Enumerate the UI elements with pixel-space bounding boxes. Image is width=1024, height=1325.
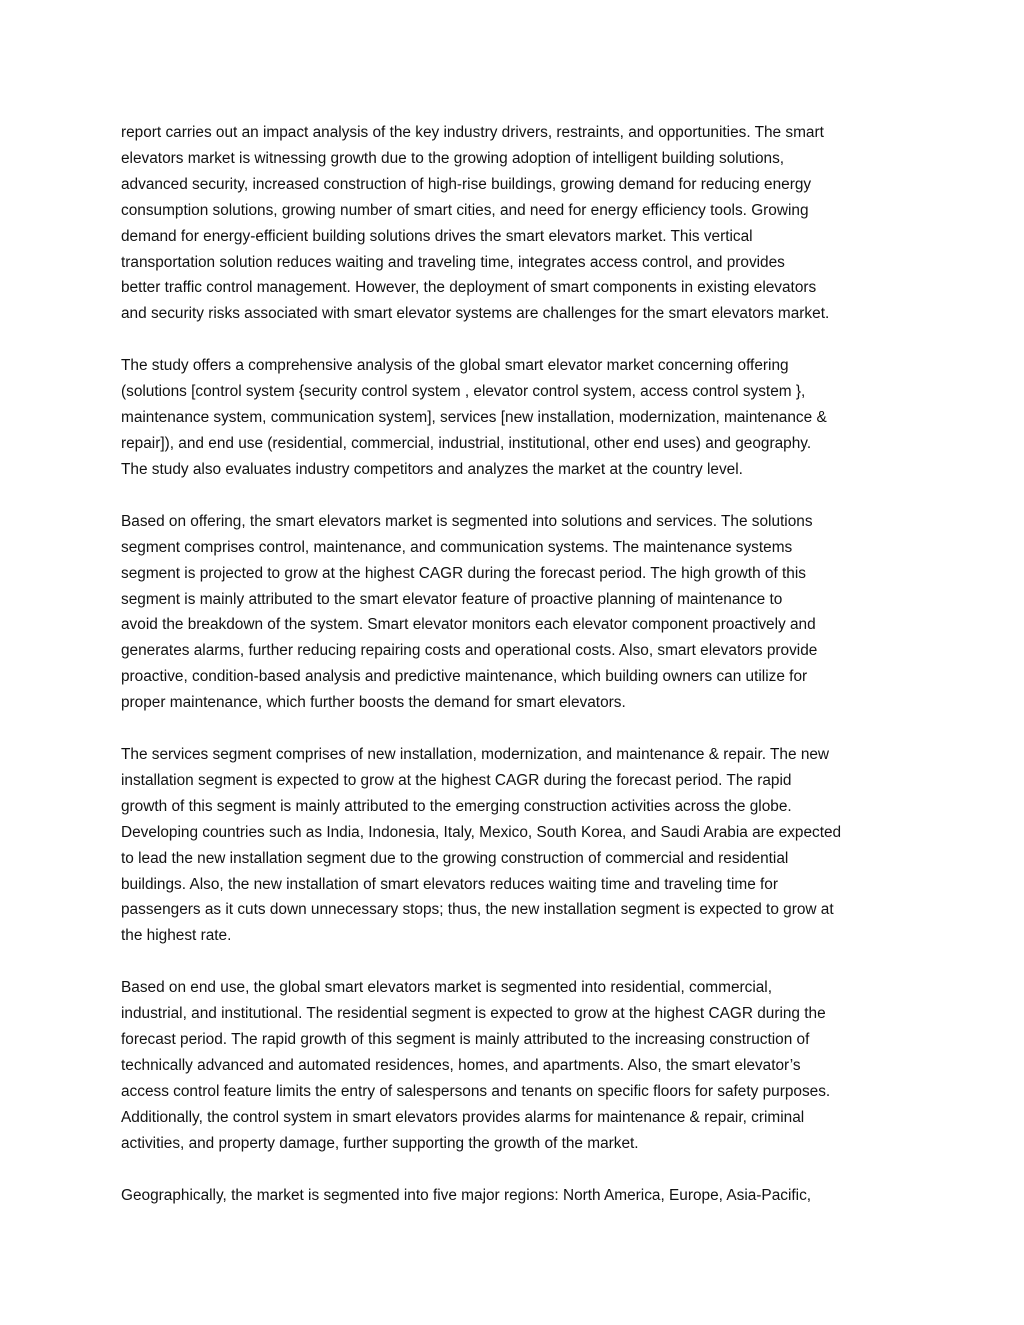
paragraph-line: forecast period. The rapid growth of this segment is mainly attributed to the increasing construction of — [121, 1031, 810, 1049]
paragraph-line: The study also evaluates industry competitors and analyzes the market at the country level. — [121, 460, 743, 478]
paragraph-line: Based on end use, the global smart elevators market is segmented into residential, commercial, — [121, 979, 773, 997]
paragraph-line: Based on offering, the smart elevators market is segmented into solutions and services. The solutions — [121, 512, 813, 530]
paragraph-line: proper maintenance, which further boosts the demand for smart elevators. — [121, 694, 626, 712]
paragraph — [121, 975, 911, 1156]
paragraph-line: The study offers a comprehensive analysis of the global smart elevator market concerning offering — [121, 357, 789, 375]
paragraph-line: (solutions [control system {security control system , elevator control system, access control system }, — [121, 383, 806, 401]
paragraph-line: passengers as it cuts down unnecessary stops; thus, the new installation segment is expected to grow at — [121, 901, 834, 919]
paragraph-line: Geographically, the market is segmented into five major regions: North America, Europe, Asia-Pacific, — [121, 1186, 812, 1204]
paragraph-line: segment is mainly attributed to the smart elevator feature of proactive planning of maintenance to — [121, 590, 783, 608]
paragraph-line: demand for energy-efficient building solutions drives the smart elevators market. This vertical — [121, 227, 753, 245]
paragraph — [121, 1183, 911, 1209]
document-body — [121, 120, 911, 1235]
paragraph-line: activities, and property damage, further supporting the growth of the market. — [121, 1134, 639, 1152]
paragraph-line: Additionally, the control system in smart elevators provides alarms for maintenance & repair, criminal — [121, 1108, 805, 1126]
paragraph-line: advanced security, increased construction of high-rise buildings, growing demand for reducing energy — [121, 175, 812, 193]
paragraph-line: technically advanced and automated residences, homes, and apartments. Also, the smart elevator’s — [121, 1057, 801, 1074]
paragraph-line: the highest rate. — [121, 927, 232, 945]
paragraph-line: and security risks associated with smart elevator systems are challenges for the smart elevators market. — [121, 305, 830, 323]
paragraph-line: elevators market is witnessing growth due to the growing adoption of intelligent building solutions, — [121, 149, 785, 167]
paragraph-line: better traffic control management. However, the deployment of smart components in existing elevators — [121, 279, 817, 297]
paragraph-line: buildings. Also, the new installation of smart elevators reduces waiting time and traveling time for — [121, 875, 778, 893]
paragraph-line: generates alarms, further reducing repairing costs and operational costs. Also, smart elevators provide — [121, 642, 818, 660]
paragraph-line: segment comprises control, maintenance, and communication systems. The maintenance systems — [121, 538, 793, 556]
paragraph — [121, 353, 911, 483]
paragraph-line: transportation solution reduces waiting and traveling time, integrates access control, and provides — [121, 253, 785, 271]
paragraph-line: consumption solutions, growing number of smart cities, and need for energy efficiency tools. Growing — [121, 201, 809, 219]
paragraph-line: Developing countries such as India, Indonesia, Italy, Mexico, South Korea, and Saudi Arabia are expected — [121, 823, 842, 841]
paragraph-line: segment is projected to grow at the highest CAGR during the forecast period. The high growth of this — [121, 564, 806, 582]
paragraph-line: growth of this segment is mainly attributed to the emerging construction activities across the globe. — [121, 797, 792, 815]
paragraph-line: repair]), and end use (residential, commercial, industrial, institutional, other end uses) and geography. — [121, 434, 812, 452]
paragraph-line: installation segment is expected to grow at the highest CAGR during the forecast period. The rapid — [121, 771, 792, 789]
paragraph-line: access control feature limits the entry of salespersons and tenants on specific floors for safety purposes. — [121, 1082, 831, 1100]
paragraph-line: industrial, and institutional. The residential segment is expected to grow at the highest CAGR during the — [121, 1005, 826, 1023]
paragraph — [121, 742, 911, 949]
paragraph-line: maintenance system, communication system], services [new installation, modernization, maintenance & — [121, 409, 827, 427]
paragraph-line: avoid the breakdown of the system. Smart elevator monitors each elevator component proactively and — [121, 616, 816, 634]
paragraph — [121, 509, 911, 716]
paragraph-line: proactive, condition-based analysis and predictive maintenance, which building owners can utilize for — [121, 668, 808, 686]
paragraph-line: report carries out an impact analysis of the key industry drivers, restraints, and opportunities. The smart — [121, 124, 824, 141]
paragraph-line: to lead the new installation segment due to the growing construction of commercial and residential — [121, 849, 789, 867]
paragraph-line: The services segment comprises of new installation, modernization, and maintenance & repair. The new — [121, 746, 830, 764]
paragraph — [121, 120, 911, 327]
